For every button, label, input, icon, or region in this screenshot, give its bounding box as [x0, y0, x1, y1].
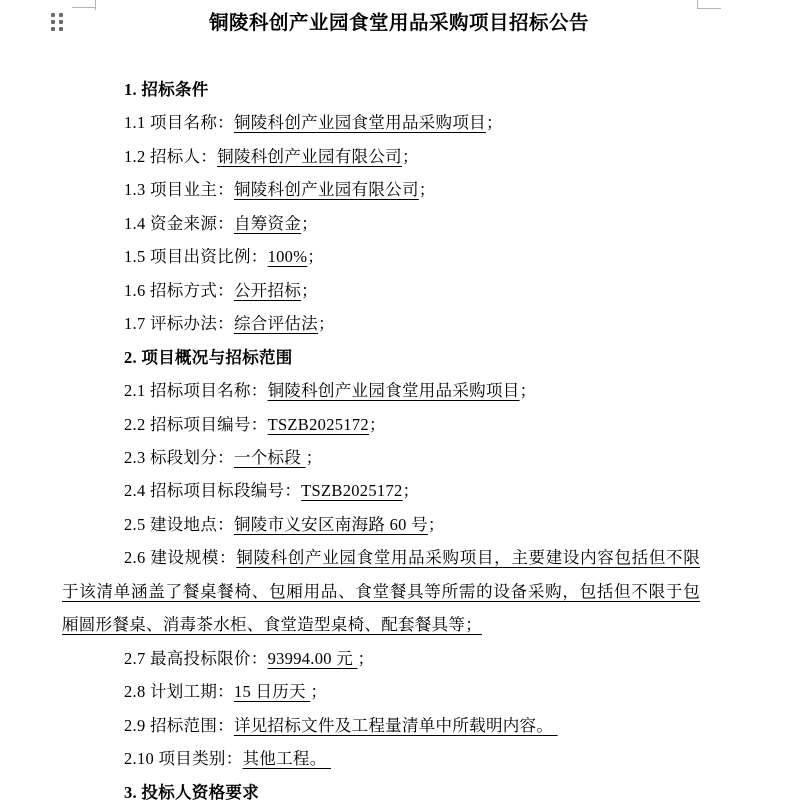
item-label: 2.1 招标项目名称：	[124, 381, 268, 401]
document-line	[62, 140, 700, 173]
item-underlined-value: TSZB2025172	[267, 414, 369, 434]
drag-handle-dot	[51, 20, 55, 24]
item-label: 1.6 招标方式：	[124, 280, 234, 300]
item-label: 1.2 招标人：	[124, 146, 218, 166]
drag-handle-dot	[51, 27, 55, 31]
item-suffix: ；	[305, 447, 323, 467]
item-underlined-value: 公开招标	[233, 280, 302, 300]
document-line	[62, 508, 700, 541]
margin-crop-mark-top-right-horizontal	[697, 8, 721, 9]
item-suffix: ；	[401, 146, 419, 166]
item-underlined-value: 铜陵市义安区南海路 60 号	[233, 514, 428, 534]
item-underlined-value: 自筹资金	[233, 213, 302, 233]
item-suffix: ；	[427, 514, 445, 534]
document-line	[62, 207, 700, 240]
item-underlined-value: 铜陵科创产业园食堂用品采购项目	[233, 113, 486, 133]
document-line	[62, 106, 700, 139]
item-underlined-value: TSZB2025172	[301, 481, 403, 501]
document-line	[62, 307, 700, 340]
item-suffix: ；	[310, 682, 328, 702]
item-label: 2.6 建设规模：	[124, 548, 237, 568]
item-label: 1.7 评标办法：	[124, 314, 234, 334]
item-label: 1.4 资金来源：	[124, 213, 234, 233]
item-underlined-value: 综合评估法	[233, 314, 318, 334]
item-suffix: ；	[301, 280, 318, 300]
document-line	[62, 374, 700, 407]
item-suffix: ；	[368, 414, 386, 434]
item-suffix: ；	[357, 648, 375, 668]
document-line	[62, 173, 700, 206]
item-label: 2.10 项目类别：	[124, 749, 243, 769]
item-suffix: ；	[402, 481, 420, 501]
document-line	[62, 742, 700, 775]
item-suffix: ；	[307, 247, 325, 267]
section-heading: 3. 投标人资格要求	[124, 782, 259, 802]
document-line	[62, 240, 700, 273]
document-line	[62, 441, 700, 474]
drag-handle-dot	[51, 13, 55, 17]
section-heading: 1. 招标条件	[124, 80, 209, 99]
section-heading: 2. 项目概况与招标范围	[124, 347, 293, 367]
item-underlined-value: 铜陵科创产业园食堂用品采购项目	[267, 381, 520, 401]
item-label: 2.5 建设地点：	[124, 514, 234, 534]
item-label: 1.1 项目名称：	[124, 113, 234, 133]
item-underlined-value: 铜陵科创产业园食堂用品采购项目，主要建设内容包括但不限于该清单涵盖了餐桌餐椅、包厢用品、食堂餐具等所需的设备采购，包括但不限于包厢圆形餐桌、消毒茶水柜、食堂造型桌椅、配套餐具等；	[62, 548, 701, 635]
item-suffix: ；	[519, 381, 537, 401]
item-label: 2.3 标段划分：	[124, 447, 234, 467]
document-line	[62, 642, 700, 675]
item-label: 2.9 招标范围：	[124, 715, 234, 735]
item-underlined-value: 铜陵科创产业园有限公司	[217, 146, 402, 166]
item-suffix: ；	[301, 213, 318, 233]
document-line	[62, 474, 700, 507]
item-label: 2.8 计划工期：	[124, 682, 234, 702]
item-underlined-value: 其他工程。	[242, 749, 331, 769]
item-label: 2.4 招标项目标段编号：	[124, 481, 302, 501]
item-suffix: ；	[418, 180, 436, 200]
document-content	[62, 0, 700, 809]
item-underlined-value: 一个标段	[233, 447, 306, 467]
item-suffix: ；	[485, 113, 503, 133]
item-label: 1.5 项目出资比例：	[124, 247, 268, 267]
item-underlined-value: 100%	[267, 247, 308, 267]
document-line	[62, 541, 700, 641]
item-underlined-value: 铜陵科创产业园有限公司	[233, 180, 419, 200]
document-line	[62, 408, 700, 441]
item-underlined-value: 93994.00 元	[267, 648, 358, 668]
item-suffix: ；	[317, 314, 335, 334]
document-body	[62, 73, 700, 809]
document-line	[62, 675, 700, 708]
item-label: 2.2 招标项目编号：	[124, 414, 268, 434]
document-line	[62, 709, 700, 742]
item-label: 1.3 项目业主：	[124, 180, 234, 200]
item-label: 2.7 最高投标限价：	[124, 648, 268, 668]
document-line	[62, 274, 700, 307]
item-underlined-value: 15 日历天	[233, 682, 311, 702]
item-underlined-value: 详见招标文件及工程量清单中所载明内容。	[233, 715, 558, 735]
document-title: 铜陵科创产业园食堂用品采购项目招标公告	[208, 13, 589, 34]
